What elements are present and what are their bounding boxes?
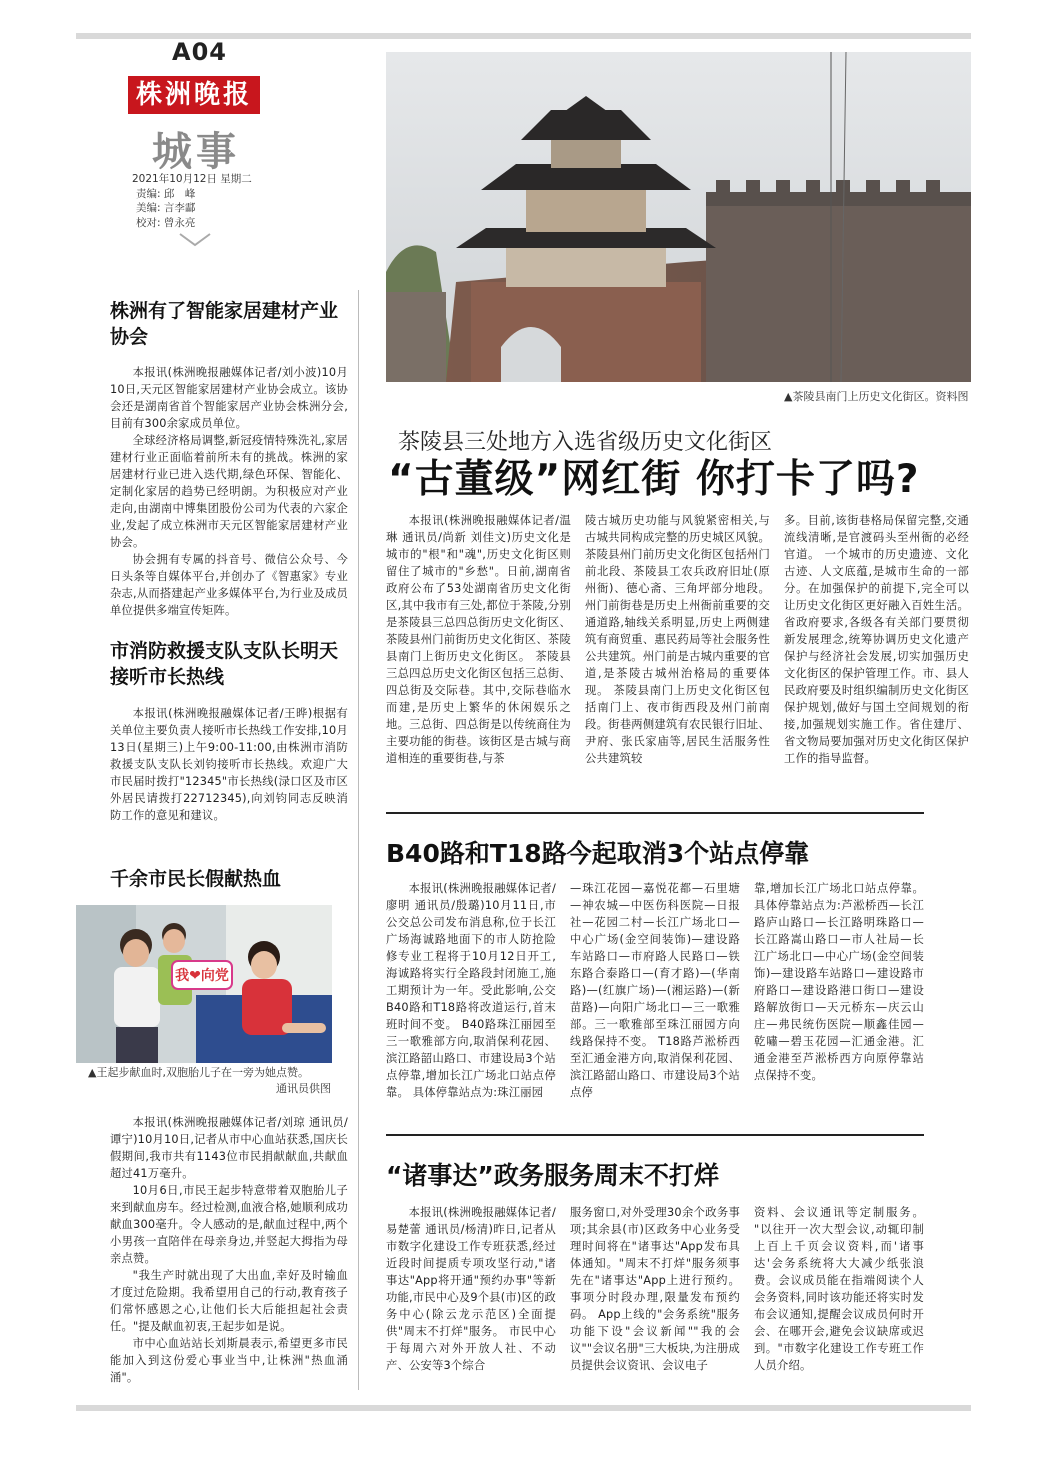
- bottom-rule: [76, 1405, 971, 1411]
- photo-caption: ▲茶陵县南门上历史文化街区。资料图: [784, 390, 969, 403]
- story-columns: [386, 1204, 924, 1374]
- column-divider: [358, 290, 359, 1390]
- story-columns: [386, 512, 972, 767]
- story-column: [386, 1204, 556, 1374]
- section-title: 城事: [152, 128, 240, 175]
- photo-caption: ▲王起步献血时,双胞胎儿子在一旁为她点赞。: [88, 1066, 309, 1079]
- story-column: [784, 512, 969, 767]
- city-gate-photo: [386, 52, 971, 382]
- chevron-down-icon: [178, 232, 212, 248]
- story-headline: “古董级”网红街 你打卡了吗?: [388, 457, 920, 502]
- paragraph: 本报讯(株洲晚报融媒体记者/刘琼 通讯员/谭宁)10月10日,记者从市中心血站获悉,国庆长假期间,我市共有1143位市民捐献献血,共献血超过41万毫升。: [110, 1116, 348, 1180]
- story-column: [386, 512, 571, 767]
- story-column: [754, 880, 924, 1101]
- edition-credits: [132, 172, 252, 230]
- article-body: [110, 1114, 348, 1386]
- story-column: [570, 1204, 740, 1374]
- paragraph: 本报讯(株洲晚报融媒体记者/王晔)根据有关单位主要负责人接听市长热线工作安排,10月13日(星期三)上午9:00-11:00,由株洲市消防救援支队支队长刘钧接听市长热线。欢迎广大市民届时拨打"12345"市长热线(渌口区及市区外居民请拨打22712345),向刘钧同志反映消防工作的意见和建议。: [110, 707, 348, 822]
- story-kicker: 茶陵县三处地方入选省级历史文化街区: [398, 430, 773, 455]
- photo-illustration: [76, 905, 332, 1063]
- section-rule: [386, 812, 924, 814]
- paragraph: 资料、会议通讯等定制服务。 "以往开一次大型会议,动辄印制上百上千页会议资料,而'诸事达'会务系统将大大减少纸张浪费。会议成员能在指端阅读个人会务资料,同时该功能还将实时发布会议通知,提醒会议成员何时开会、在哪开会,避免会议缺席或迟到。"市数字化建设工作专班工作人员介绍。: [754, 1206, 924, 1372]
- credit-line: 校对: 曾永亮: [136, 216, 196, 229]
- paragraph: 本报讯(株洲晚报融媒体记者/刘小波)10月10日,天元区智能家居建材产业协会成立。该协会还是湖南省首个智能家居产业协会株洲分会,目前有300余家成员单位。: [110, 366, 348, 430]
- paragraph: 本报讯(株洲晚报融媒体记者/易楚蕾 通讯员/杨清)昨日,记者从市数字化建设工作专班获悉,经过近段时间提质专项攻坚行动,"诸事达"App将开通"预约办事"等新功能,市民中心及9个县(市)区的政务中心(除云龙示范区)全面提供"周末不打烊"服务。 市民中心于每周六对外开放人社、不动产、公安等3个综合: [386, 1206, 556, 1372]
- paragraph: 多。目前,该街巷格局保留完整,交通流线清晰,是官渡码头至州衙的必经官道。 一个城市的历史遗迹、文化古迹、人文底蕴,是城市生命的一部分。在加强保护的前提下,完全可以让历史文化街区更好融入百姓生活。省政府要求,各级各有关部门要贯彻新发展理念,统筹协调历史文化遗产保护与经济社会发展,切实加强历史文化街区的保护管理工作。市、县人民政府要及时组织编制历史文化街区保护规划,做好与国土空间规划的衔接,加强规划实施工作。省住建厅、省文物局要加强对历史文化街区保护工作的指导监督。: [784, 514, 969, 765]
- sign-text: 我❤向党: [175, 968, 229, 984]
- issue-date: 2021年10月12日 星期二: [132, 173, 252, 185]
- story-column: [386, 880, 556, 1101]
- paragraph: 10月6日,市民王起步特意带着双胞胎儿子来到献血房车。经过检测,血液合格,她顺利成功献血300毫升。令人感动的是,献血过程中,两个小男孩一直陪伴在母亲身边,并竖起大拇指为母亲点赞。: [110, 1184, 348, 1265]
- section-rule: [386, 1134, 924, 1136]
- paragraph: 本报讯(株洲晚报融媒体记者/温琳 通讯员/尚新 刘佳文)历史文化是城市的"根"和"魂",历史文化街区则留住了城市的"乡愁"。日前,湖南省政府公布了53处湖南省历史文化街区,其中我市有三处,都位于茶陵,分别是茶陵县三总四总街历史文化街区、茶陵县州门前街历史文化街区、茶陵县南门上街历史文化街区。 茶陵县三总四总历史文化街区包括三总街、四总街及交际巷。其中,交际巷临水而建,是历史上繁华的休闲娱乐之地。三总街、四总街是以传统商住为主要功能的街巷。该街区是古城与商道相连的重要街巷,与茶: [386, 514, 571, 765]
- story-column: [754, 1204, 924, 1374]
- blood-donation-photo: [76, 905, 332, 1063]
- paragraph: 协会拥有专属的抖音号、微信公众号、今日头条等自媒体平台,并创办了《智惠家》专业杂志,从而搭建起产业多媒体平台,为行业及成员单位提供多端宣传矩阵。: [110, 553, 348, 617]
- credit-line: 美编: 言李酃: [136, 202, 196, 214]
- photo-credit: 通讯员供图: [276, 1082, 331, 1095]
- story-column: [585, 512, 770, 767]
- paragraph: 市中心血站站长刘斯晨表示,希望更多市民能加入到这份爱心事业当中,让株洲"热血涌涌"。: [110, 1337, 348, 1384]
- story-columns: [386, 880, 924, 1101]
- paragraph: 本报讯(株洲晚报融媒体记者/廖明 通讯员/殷璐)10月11日,市公交总公司发布消息称,位于长江广场海诚路地面下的市人防抢险修专业工程将于10月12日开工,海诚路将实行全路段封闭施工,施工期预计为一年。受此影响,公交B40路和T18路将改道运行,首末班时间不变。 B40路珠江丽园至三一歌雅部方向,取消保利花园、滨江路韶山路口、市建设局3个站点停靠,增加长江广场北口站点停靠。 具体停靠站点为:珠江丽园: [386, 882, 556, 1099]
- paragraph: 陵古城历史功能与风貌紧密相关,与古城共同构成完整的历史城区风貌。 茶陵县州门前历史文化街区包括州门前北段、茶陵县工农兵政府旧址(原州衙)、德心斋、三角坪部分地段。州门前街巷是历史上州衙前重要的交通道路,轴线关系明显,历史上两侧建筑有商贸重、惠民药局等社会服务性公共建筑。州门前是古城内重要的官道,是茶陵古城州治格局的重要体现。 茶陵县南门上历史文化街区包括南门上、夜市街西段及州门前南段。街巷两侧建筑有农民银行旧址、尹府、张氏家庙等,居民生活服务性公共建筑较: [585, 514, 770, 765]
- story-title: “诸事达”政务服务周末不打烊: [386, 1161, 719, 1190]
- paragraph: 全球经济格局调整,新冠疫情特殊洗礼,家居建材行业正面临着前所未有的挑战。株洲的家居建材行业已进入迭代期,绿色环保、智能化、定制化家居的趋势已经明朗。为积极应对产业走向,由湖南中博集团股份公司为代表的六家企业,发起了成立株洲市天元区智能家居建材产业协会。: [110, 434, 348, 549]
- paragraph: —珠江花园—嘉悦花都—石里塘—神农城—中医伤科医院—日报社—花园二村—长江广场北口—中心广场(金空间装饰)—建设路车站路口—市府路人民路口—铁东路合泰路口—(育才路)—(华南路)—(红旗广场)—(湘运路)—(新苗路)—向阳广场北口—三一歌雅部。三一歌雅部至珠江丽园方向线路保持不变。 T18路芦淞桥西至汇通金港方向,取消保利花园、滨江路韶山路口、市建设局3个站点停: [570, 882, 740, 1099]
- article-title: 市消防救援支队支队长明天接听市长热线: [110, 640, 339, 688]
- article-title: 株洲有了智能家居建材产业协会: [110, 300, 339, 348]
- article-body: [110, 705, 348, 824]
- story-title: B40路和T18路今起取消3个站点停靠: [386, 839, 810, 868]
- credit-line: 责编: 邱 峰: [136, 187, 196, 200]
- page-number: A04: [172, 38, 227, 66]
- story-column: [570, 880, 740, 1101]
- photo-illustration: [386, 52, 971, 382]
- paragraph: 服务窗口,对外受理30余个政务事项;其余县(市)区政务中心业务受理时间将在"诸事达"App发布具体通知。"周末不打烊"服务须事先在"诸事达"App上进行预约。事项分时段办理,限量发布预约码。 App上线的"会务系统"服务功能下设"会议新闻""我的会议""会议名册"三大板块,为注册成员提供会议资讯、会议电子: [570, 1206, 740, 1372]
- paragraph: 靠,增加长江广场北口站点停靠。 具体停靠站点为:芦淞桥西—长江路庐山路口—长江路明珠路口—长江路嵩山路口—市人社局—长江广场北口—中心广场(金空间装饰)—建设路车站路口—建设路市府路口—建设路港口街口—建设路解放街口—天元桥东—庆云山庄—弗民统伤医院—顺鑫佳园—乾嘯—碧玉花园—汇通金港。汇通金港至芦淞桥西方向原停靠站点保持不变。: [754, 882, 924, 1082]
- newspaper-logo: 株洲晚报: [128, 76, 260, 114]
- paragraph: "我生产时就出现了大出血,幸好及时输血才度过危险期。我希望用自己的行动,教育孩子们常怀感恩之心,让他们长大后能担起社会责任。"提及献血初衷,王起步如是说。: [110, 1269, 348, 1333]
- article-body: [110, 364, 348, 619]
- article-title: 千余市民长假献热血: [110, 868, 282, 890]
